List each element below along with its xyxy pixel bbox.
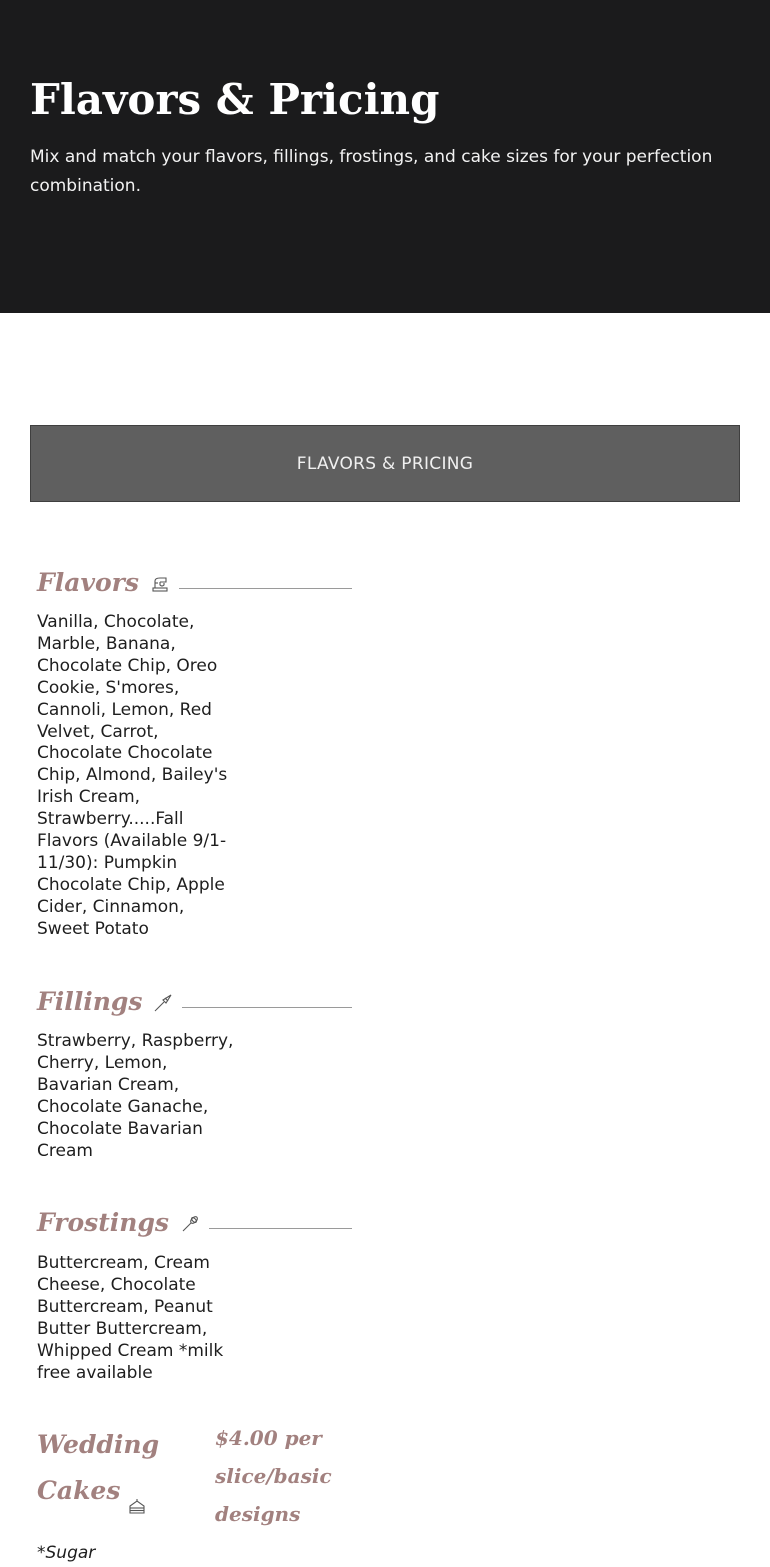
flavors-title: Flavors <box>37 567 139 597</box>
fillings-divider <box>182 1007 352 1008</box>
cake-icon <box>128 1484 146 1502</box>
wedding-cakes-note: *Sugar <box>37 1543 96 1563</box>
frostings-title: Frostings <box>37 1207 170 1237</box>
whisk-icon <box>181 1215 199 1233</box>
wedding-cakes-price: $4.00 per slice/basic designs <box>215 1426 332 1526</box>
page-title: Flavors & Pricing <box>30 75 440 124</box>
section-header-label: FLAVORS & PRICING <box>296 453 474 474</box>
piping-bag-icon <box>154 994 172 1012</box>
section-header-bar <box>30 425 740 502</box>
mixer-icon <box>151 575 169 593</box>
flavors-section <box>37 564 352 941</box>
page-subtitle: Mix and match your flavors, fillings, frostings, and cake sizes for your perfection combination. <box>30 147 713 196</box>
hero-banner <box>0 0 770 313</box>
frostings-divider <box>209 1228 352 1229</box>
frostings-section <box>37 1204 352 1384</box>
fillings-section <box>37 983 352 1162</box>
fillings-list: Strawberry, Raspberry, Cherry, Lemon, Bavarian Cream, Chocolate Ganache, Chocolate Bavarian Cream <box>37 1031 234 1161</box>
wedding-cakes-heading <box>37 1422 197 1514</box>
frostings-heading <box>37 1204 352 1240</box>
frostings-list: Buttercream, Cream Cheese, Chocolate Buttercream, Peanut Butter Buttercream, Whipped Cream *milk free available <box>37 1253 224 1383</box>
wedding-cakes-title: Wedding Cakes <box>37 1430 160 1505</box>
flavors-heading <box>37 564 352 600</box>
flavors-divider <box>179 588 352 589</box>
fillings-heading <box>37 983 352 1019</box>
flavors-list: Vanilla, Chocolate, Marble, Banana, Chocolate Chip, Oreo Cookie, S'mores, Cannoli, Lemon, Red Velvet, Carrot, Chocolate Chocolate Chip, Almond, Bailey's Irish Cream, Strawberry.....Fall Flavors (Available 9/1-11/30): Pumpkin Chocolate Chip, Apple Cider, Cinnamon, Sweet Potato <box>37 612 228 939</box>
fillings-title: Fillings <box>37 986 143 1016</box>
